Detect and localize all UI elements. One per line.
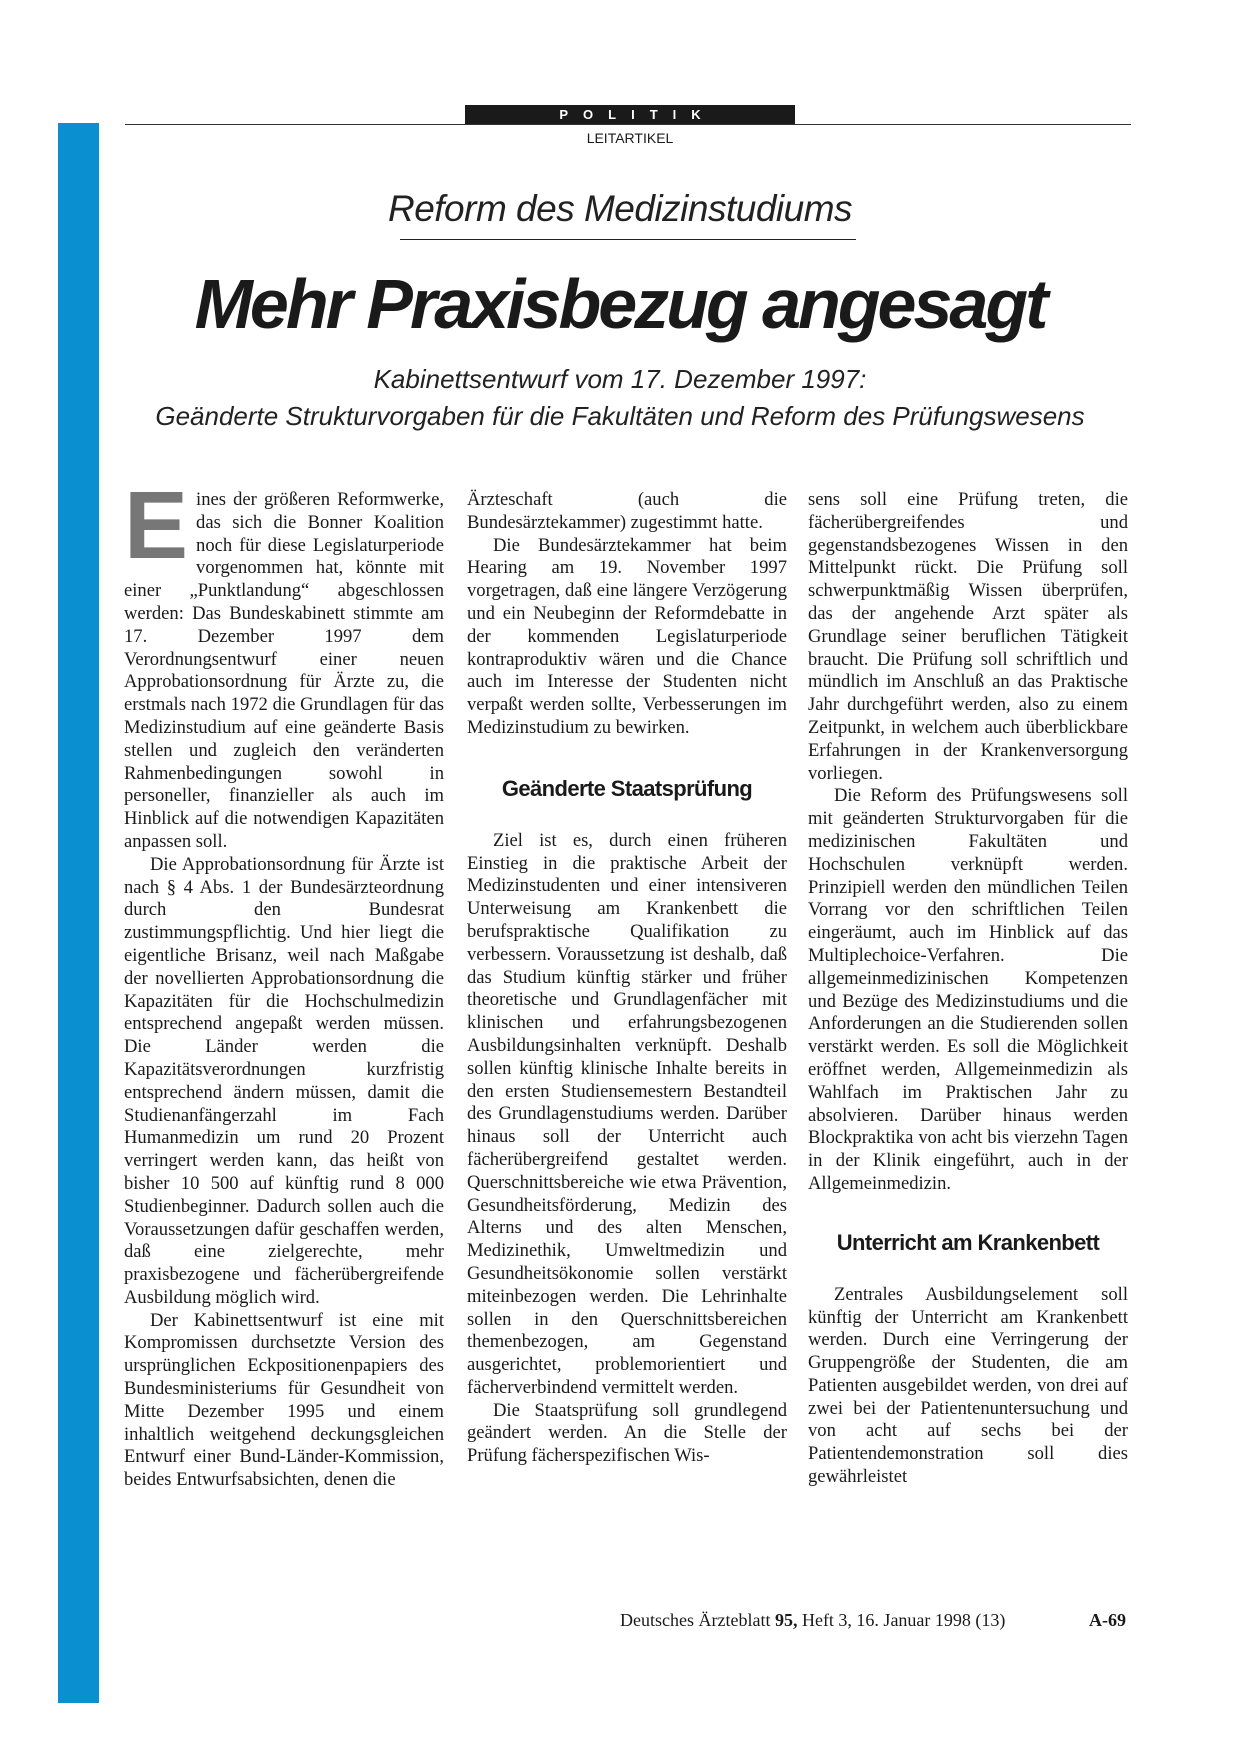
paragraph-text: ines der größeren Reformwerke, das sich die Bonner Koalition noch für diese Legislaturperiode vorgenommen hat, könnte mit einer „Punktlandung“ abgeschlossen werden: Das Bundeskabinett stimmte am 17. Dezember 1997 dem Verordnungsentwurf einer neuen Approbationsordnung für Ärzte zu, die erstmals nach 1972 die Grundlagen für das Medizinstudium auf eine geänderte Basis stellen und zugleich den veränderten Rahmenbedingungen sowohl in personeller, finanzieller als auch im Hinblick auf die notwendigen Kapazitäten anpassen soll. [124, 489, 444, 852]
section-heading: Unterricht am Krankenbett [836, 1229, 1100, 1255]
text-column-1 [124, 472, 444, 1492]
header-rule [125, 124, 1131, 125]
paragraph: Ziel ist es, durch einen früheren Einstieg in die praktische Arbeit der Medizinstudenten und einer intensiveren Unterweisung am Krankenbett die berufspraktische Qualifikation zu verbessern. Voraussetzung ist deshalb, daß das Studium künftig stärker und früher theoretische und Grundlagenfächer mit klinischen und erfahrungsbezogenen Ausbildungsinhalten verknüpft. Deshalb sollen künftig klinische Inhalte bereits in den ersten Studiensemestern Bestandteil des Grundlagenstudiums werden. Darüber hinaus soll der Unterricht auch fächerübergreifend gestaltet werden. Querschnittsbereiche wie etwa Prävention, Gesundheitsförderung, Medizin des Alterns und des alten Menschen, Medizinethik, Umweltmedizin und Gesundheitsökonomie sollen verstärkt miteinbezogen werden. Die Lehrinhalte sollen in den Querschnittsbereichen themenbezogen, am Gegenstand ausgerichtet, problemorientiert und fächerverbindend vermittelt werden. [467, 829, 787, 1398]
kicker-underline [400, 239, 856, 240]
footer-citation [620, 1610, 1005, 1631]
section-heading: Geänderte Staatsprüfung [501, 775, 753, 801]
subsection-label: LEITARTIKEL [586, 130, 674, 146]
paragraph: Die Approbationsordnung für Ärzte ist nach § 4 Abs. 1 der Bundesärzteordnung durch den Bundesrat zustimmungspflichtig. Und hier liegt die eigentliche Brisanz, weil nach Maßgabe der novellierten Approbationsordnung die Kapazitäten für die Hochschulmedizin entsprechend angepaßt werden müssen. Die Länder werden die Kapazitätsverordnungen kurzfristig entsprechend ändern müssen, damit die Studienanfängerzahl im Fach Humanmedizin um rund 20 Prozent verringert werden kann, das heißt von bisher 10 500 auf künftig rund 8 000 Studienbeginner. Dadurch sollen auch die Voraussetzungen dafür geschaffen werden, daß eine zielgerechte, mehr praxisbezogene und fächerübergreifende Ausbildung möglich wird. [124, 853, 444, 1308]
article-kicker: Reform des Medizinstudiums [387, 188, 853, 229]
article-subhead-line-2: Geänderte Strukturvorgaben für die Fakultäten und Reform des Prüfungswesens [155, 401, 1085, 431]
paragraph: Die Reform des Prüfungswesens soll mit geänderten Strukturvorgaben für die medizinischen Fakultäten und Hochschulen verknüpft werden. Prinzipiell werden den mündlichen Teilen Vorrang vor den schriftlichen Teilen eingeräumt, auch im Hinblick auf das Multiplechoice-Verfahren. Die allgemeinmedizinischen Kompetenzen und Bezüge des Medizinstudiums und die Anforderungen an die Studierenden sollen verstärkt werden. Es soll die Möglichkeit eröffnet werden, Allgemeinmedizin als Wahlfach im Praktischen Jahr zu absolvieren. Darüber hinaus werden Blockpraktika von acht bis vierzehn Tagen in der Klinik eingeführt, auch in der Allgemeinmedizin. [808, 785, 1128, 1194]
paragraph: Die Staatsprüfung soll grundlegend geändert werden. An die Stelle der Prüfung fächerspezifischen Wis- [467, 1399, 787, 1467]
paragraph: sens soll eine Prüfung treten, die fächerübergreifendes und gegenstandsbezogenes Wissen in den Mittelpunkt rückt. Die Prüfung soll schwerpunktmäßig Wissen überprüfen, das der angehende Arzt später als Grundlage seiner beruflichen Tätigkeit braucht. Die Prüfung soll schriftlich und mündlich im Anschluß an das Praktische Jahr durchgeführt werden, also zu einem Zeitpunkt, in welchem auch überblickbare Erfahrungen in der Krankenversorgung vorliegen. [808, 489, 1128, 784]
paragraph: Ärzteschaft (auch die Bundesärztekammer) zugestimmt hatte. [467, 489, 787, 533]
paragraph: Der Kabinettsentwurf ist eine mit Kompromissen durchsetzte Version des ursprünglichen Eckpositionenpapiers des Bundesministeriums für Gesundheit von Mitte Dezember 1995 und einem inhaltlich weitgehend deckungsgleichen Entwurf einer Bund-Länder-Kommission, beides Entwurfsabsichten, denen die [124, 1309, 444, 1491]
accent-sidebar-bar [58, 123, 99, 1703]
section-label: POLITIK [465, 105, 795, 124]
text-column-2 [467, 489, 787, 1468]
paragraph [124, 472, 444, 854]
journal-name: Deutsches Ärzteblatt [620, 1610, 771, 1630]
text-column-3 [808, 489, 1128, 1489]
article-subhead-line-1: Kabinettsentwurf vom 17. Dezember 1997: [373, 364, 867, 394]
paragraph: Die Bundesärztekammer hat beim Hearing am 19. November 1997 vorgetragen, daß eine längere Verzögerung und ein Neubeginn der Reformdebatte in der kommenden Legislaturperiode kontraproduktiv wären und die Chance auch im Interesse der Studenten nicht verpaßt werden sollte, Verbesserungen im Medizinstudium zu bewirken. [467, 534, 787, 738]
article-headline: Mehr Praxisbezug angesagt [194, 265, 1046, 343]
paragraph: Zentrales Ausbildungselement soll künftig der Unterricht am Krankenbett werden. Durch eine Verringerung der Gruppengröße der Studenten, die am Patienten ausgebildet werden, von drei auf zwei bei der Patientenuntersuchung und von acht auf sechs bei der Patientendemonstration soll dies gewährleistet [808, 1283, 1128, 1488]
drop-cap: E [124, 472, 189, 579]
journal-volume: 95, [774, 1610, 798, 1630]
page-number: A-69 [1089, 1610, 1126, 1630]
journal-issue: Heft 3, 16. Januar 1998 (13) [801, 1610, 1006, 1630]
